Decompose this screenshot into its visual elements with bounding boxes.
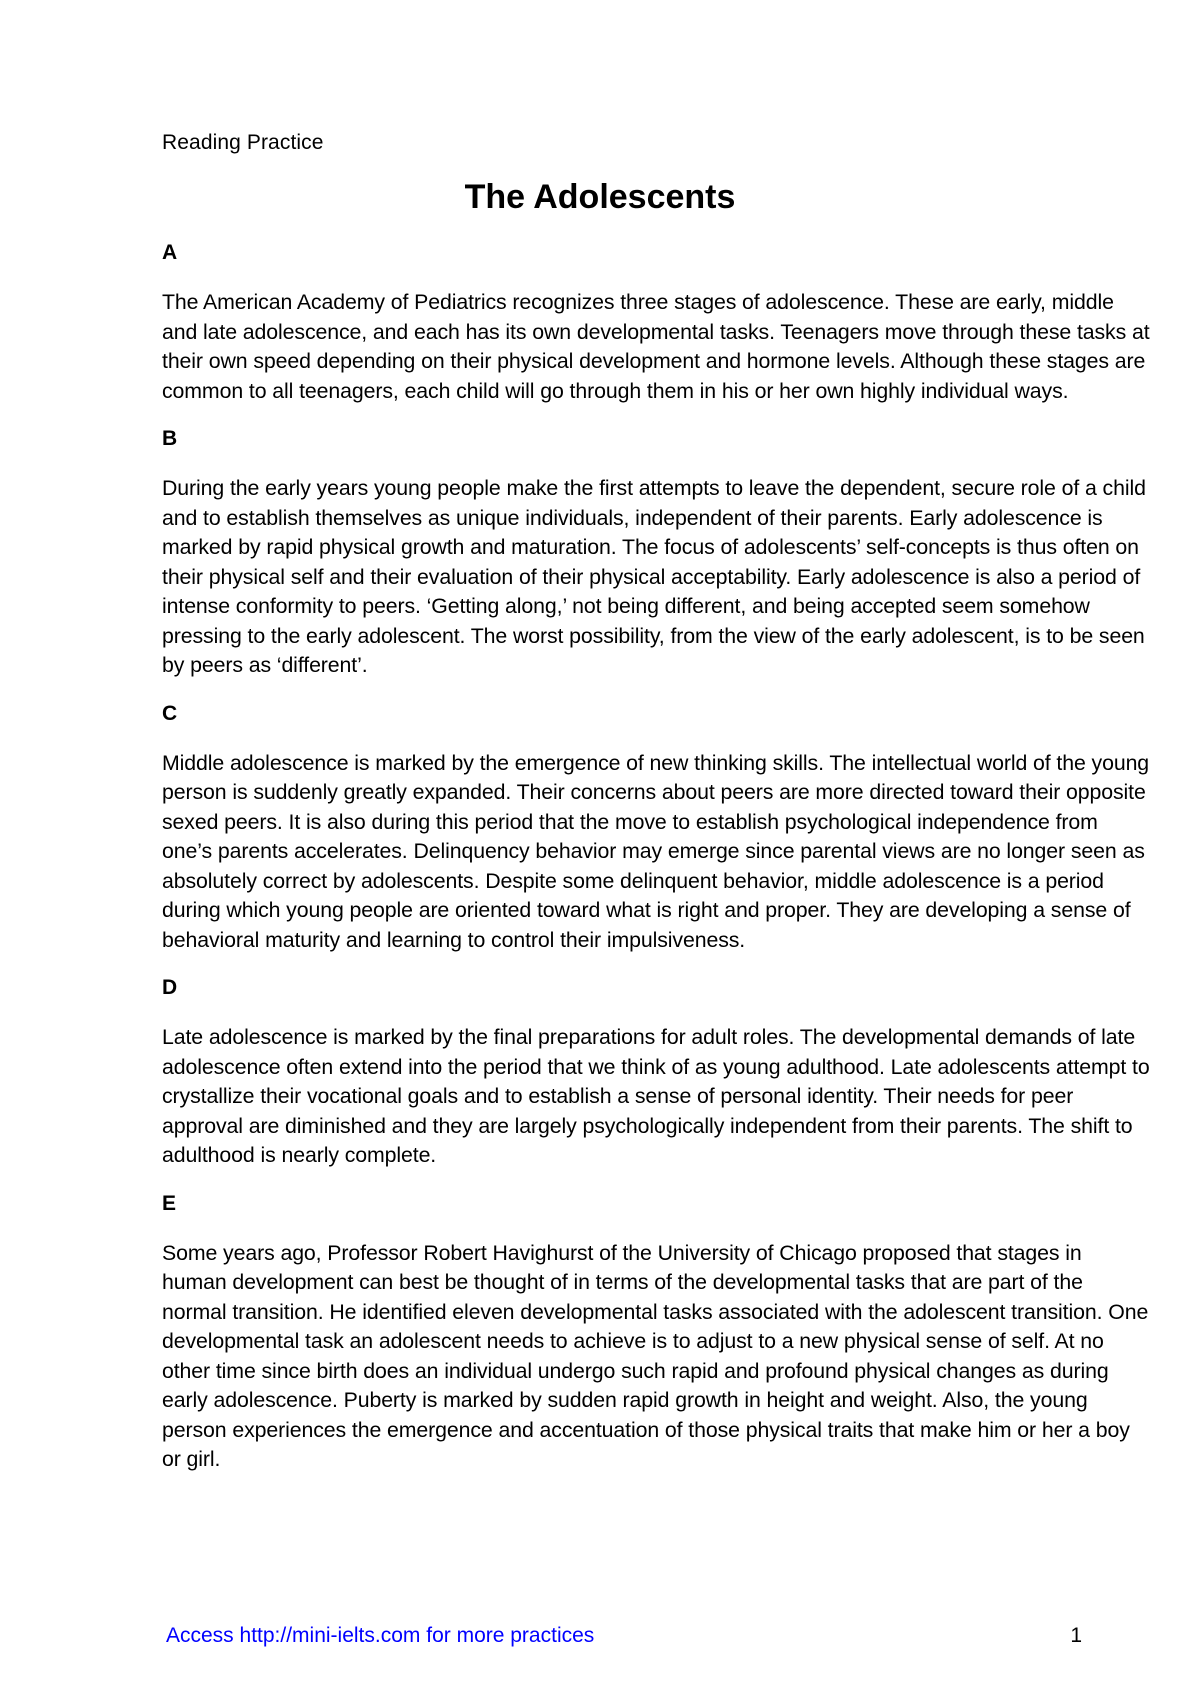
section-paragraph: Late adolescence is marked by the final preparations for adult roles. The developmental demands of late adolescence often extend into the period that we think of as young adulthood. Late adolescents attempt to crystallize their vocational goals and to establish a sense of personal identity. Their needs for peer approval are diminished and they are largely psychologically independent from their parents. The shift to adulthood is nearly complete. (162, 1025, 1150, 1167)
section-letter: D (162, 976, 178, 999)
section-paragraph: During the early years young people make the first attempts to leave the dependent, secure role of a child and to establish themselves as unique individuals, independent of their parents. Early adolescence is marked by rapid physical growth and maturation. The focus of adolescents’ self-concepts is thus often on their physical self and their evaluation of their physical acceptability. Early adolescence is also a period of intense conformity to peers. ‘Getting along,’ not being different, and being accepted seem somehow pressing to the early adolescent. The worst possibility, from the view of the early adolescent, is to be seen by peers as ‘different’. (162, 476, 1146, 677)
section-paragraph: Some years ago, Professor Robert Havighurst of the University of Chicago proposed that stages in human development can best be thought of in terms of the developmental tasks that are part of the normal transition. He identified eleven developmental tasks associated with the adolescent transition. One developmental task an adolescent needs to achieve is to adjust to a new physical sense of self. At no other time since birth does an individual undergo such rapid and profound physical changes as during early adolescence. Puberty is marked by sudden rapid growth in height and weight. Also, the young person experiences the emergence and accentuation of those physical traits that make him or her a boy or girl. (162, 1240, 1149, 1471)
section-letter: C (162, 701, 178, 725)
section-d (162, 975, 1152, 1171)
section-letter: A (162, 241, 178, 264)
footer-link[interactable]: Access http://mini-ielts.com for more practices (166, 1624, 595, 1647)
section-letter: E (162, 1191, 177, 1215)
document-content (162, 240, 1152, 1495)
section-c (162, 701, 1152, 956)
section-a (162, 240, 1152, 406)
section-paragraph: Middle adolescence is marked by the emergence of new thinking skills. The intellectual world of the young person is suddenly greatly expanded. Their concerns about peers are more directed toward their opposite sexed peers. It is also during this period that the move to establish psychological independence from one’s parents accelerates. Delinquency behavior may emerge since parental views are no longer seen as absolutely correct by adolescents. Despite some delinquent behavior, middle adolescence is a period during which young people are oriented toward what is right and proper. They are developing a sense of behavioral maturity and learning to control their impulsiveness. (162, 750, 1150, 952)
section-letter: B (162, 427, 178, 450)
section-b (162, 426, 1152, 681)
section-paragraph: The American Academy of Pediatrics recognizes three stages of adolescence. These are early, middle and late adolescence, and each has its own developmental tasks. Teenagers move through these tasks at their own speed depending on their physical development and hormone levels. Although these stages are common to all teenagers, each child will go through them in his or her own highly individual ways. (162, 290, 1150, 403)
section-e (162, 1191, 1152, 1475)
page-number: 1 (1070, 1624, 1082, 1647)
document-title: The Adolescents (464, 178, 736, 216)
header-label: Reading Practice (162, 131, 324, 154)
